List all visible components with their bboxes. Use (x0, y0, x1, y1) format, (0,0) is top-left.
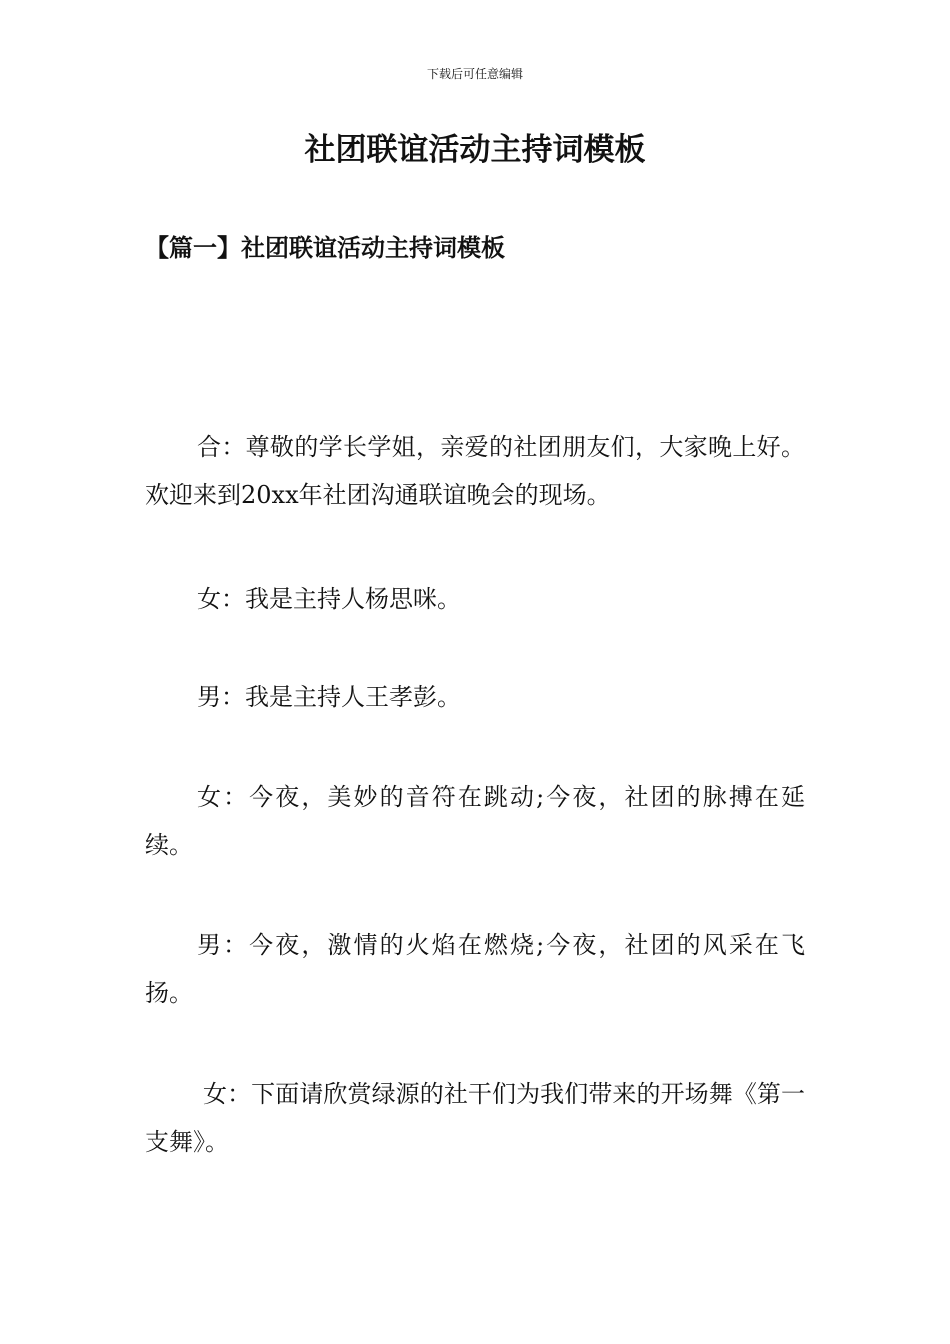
section-heading: 【篇一】社团联谊活动主持词模板 (145, 233, 505, 262)
header-note: 下载后可任意编辑 (426, 67, 523, 81)
document-title: 社团联谊活动主持词模板 (304, 132, 646, 168)
paragraph-opening: 合：尊敬的学长学姐，亲爱的社团朋友们，大家晚上好。欢迎来到20xx年社团沟通联谊晚会的现场。 (145, 433, 805, 509)
paragraph-opening-dance: 女：下面请欣赏绿源的社干们为我们带来的开场舞《第一支舞》。 (145, 1080, 805, 1156)
paragraph-male-line: 男：今夜，激情的火焰在燃烧;今夜，社团的风采在飞扬。 (145, 931, 805, 1007)
paragraph-female-line: 女：今夜，美妙的音符在跳动;今夜，社团的脉搏在延续。 (145, 783, 805, 859)
paragraph-male-host-intro: 男：我是主持人王孝彭。 (197, 683, 461, 711)
paragraph-female-host-intro: 女：我是主持人杨思咪。 (197, 585, 461, 613)
